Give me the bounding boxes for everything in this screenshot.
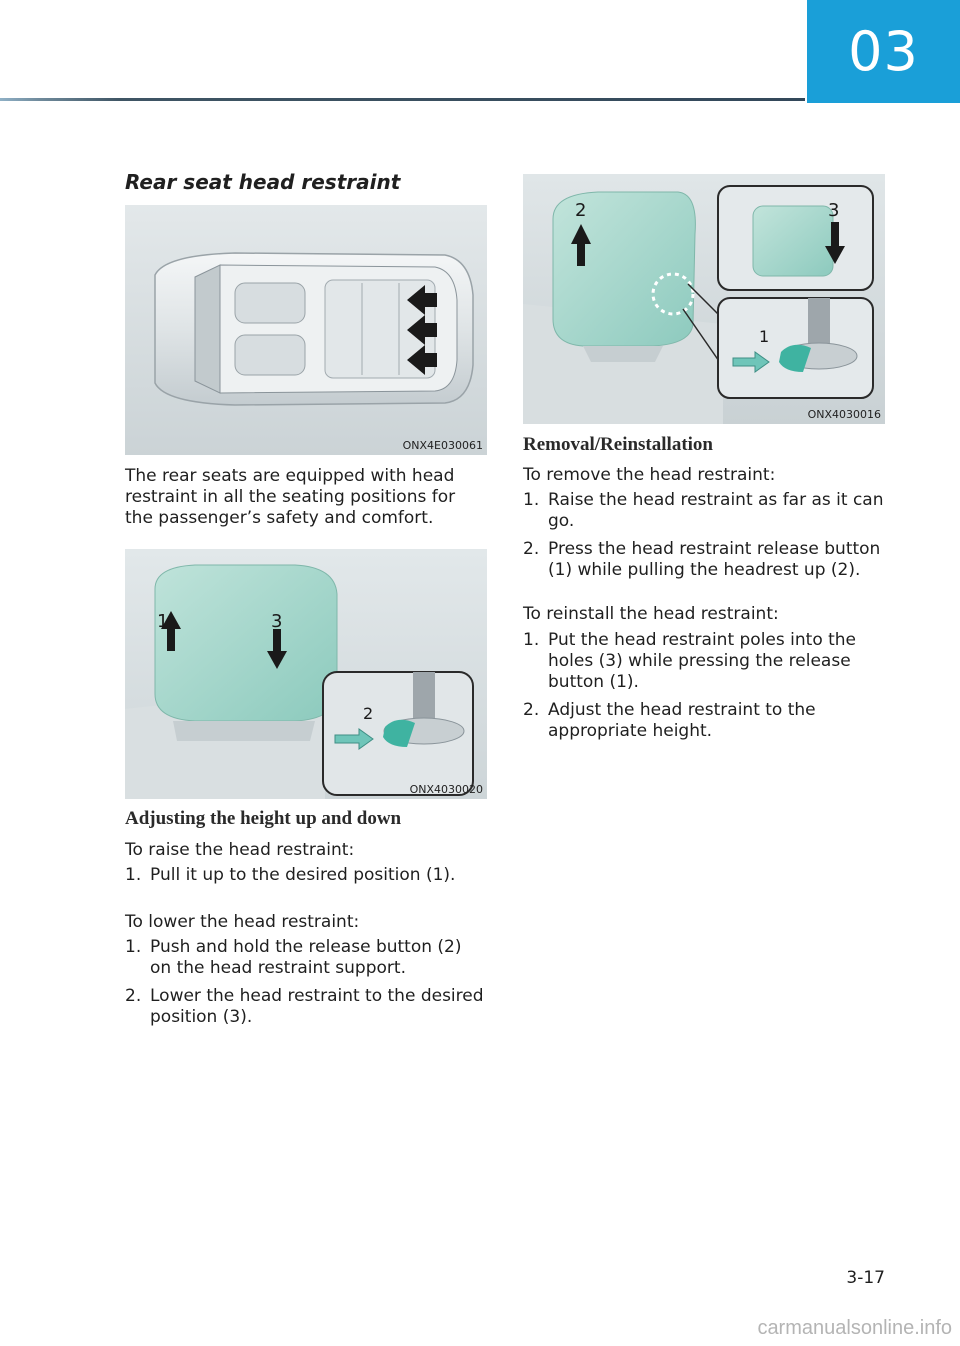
car-top-view-figure bbox=[125, 205, 487, 455]
watermark: carmanualsonline.info bbox=[757, 1317, 952, 1339]
list-item: 1. Put the head restraint poles into the holes (3) while pressing the release button (1). bbox=[523, 630, 857, 692]
arrow-icon bbox=[407, 285, 437, 375]
list-item: 2. Adjust the head restraint to the appropriate height. bbox=[523, 700, 816, 741]
callout-label: 1 bbox=[759, 327, 770, 346]
figure-code: ONX4030016 bbox=[807, 408, 881, 421]
head-restraint-illustration bbox=[125, 549, 487, 799]
chapter-tab: 03 bbox=[807, 0, 960, 103]
callout-label: 3 bbox=[271, 611, 283, 632]
subheading-removal: Removal/Reinstallation bbox=[523, 434, 713, 455]
car-top-view-illustration bbox=[125, 205, 487, 455]
subheading-adjust: Adjusting the height up and down bbox=[125, 808, 402, 829]
callout-label: 2 bbox=[363, 704, 374, 723]
lower-intro: To lower the head restraint: bbox=[125, 912, 360, 932]
section-title: Rear seat head restraint bbox=[125, 170, 401, 194]
removal-figure bbox=[523, 174, 885, 424]
page-number: 3-17 bbox=[846, 1268, 885, 1288]
list-item: 2. Lower the head restraint to the desired position (3). bbox=[125, 986, 484, 1027]
raise-intro: To raise the head restraint: bbox=[125, 840, 355, 860]
callout-label: 2 bbox=[575, 200, 587, 221]
list-item: 1. Pull it up to the desired position (1). bbox=[125, 865, 456, 885]
remove-intro: To remove the head restraint: bbox=[523, 465, 776, 485]
remove-steps bbox=[523, 490, 885, 588]
removal-illustration bbox=[523, 174, 885, 424]
height-adjust-figure bbox=[125, 549, 487, 799]
callout-label: 1 bbox=[157, 611, 169, 632]
list-item: 1. Raise the head restraint as far as it can go. bbox=[523, 490, 884, 531]
callout-label: 3 bbox=[828, 200, 840, 221]
figure-code: ONX4E030061 bbox=[402, 439, 483, 452]
lower-steps bbox=[125, 937, 487, 1035]
list-item: 2. Press the head restraint release button (1) while pulling the headrest up (2). bbox=[523, 539, 881, 580]
reinstall-steps bbox=[523, 630, 885, 749]
figure-code: ONX4030020 bbox=[409, 783, 483, 796]
list-item: 1. Push and hold the release button (2) on the head restraint support. bbox=[125, 937, 462, 978]
reinstall-intro: To reinstall the head restraint: bbox=[523, 604, 779, 624]
intro-paragraph: The rear seats are equipped with head restraint in all the seating positions for the passenger’s safety and comfort. bbox=[125, 466, 456, 528]
raise-steps bbox=[125, 865, 487, 893]
header-rule bbox=[0, 98, 805, 101]
